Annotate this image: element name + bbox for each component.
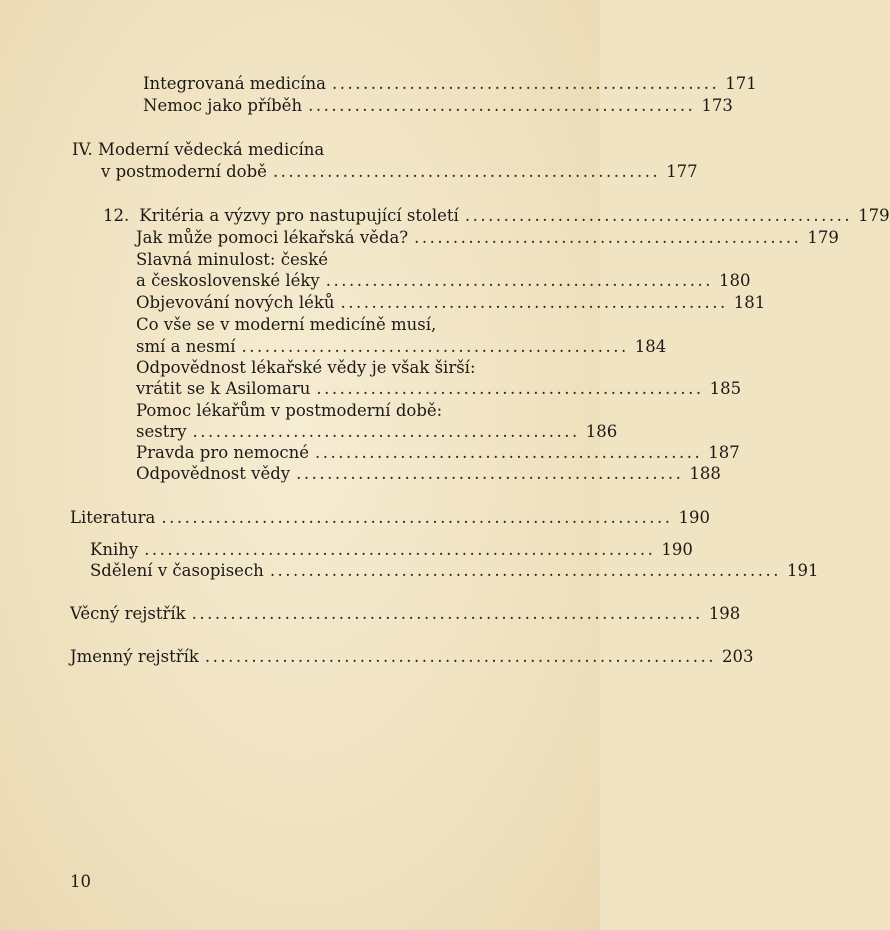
leader-dots: .................................................. bbox=[315, 443, 703, 462]
toc-entry-title: Kritéria a výzvy pro nastupující století bbox=[139, 206, 459, 225]
toc-entry-title: Knihy bbox=[90, 540, 139, 559]
toc-entry bbox=[90, 539, 693, 561]
toc-entry-title: Nemoc jako příběh bbox=[143, 96, 303, 115]
toc-entry-page: 181 bbox=[733, 293, 766, 312]
leader-dots: .................................................................. bbox=[191, 604, 703, 623]
toc-entry-page: 188 bbox=[689, 464, 721, 483]
toc-entry bbox=[136, 336, 667, 358]
toc-entry-page: 186 bbox=[585, 422, 618, 441]
toc-entry-page: 179 bbox=[858, 206, 890, 225]
leader-dots: .................................................. bbox=[192, 422, 580, 441]
toc-entry-title: Co vše se v moderní medicíně musí, bbox=[136, 315, 437, 334]
toc-entry-title-cont: vrátit se k Asilomaru bbox=[136, 379, 311, 398]
toc-entry-title: Jmenný rejstřík bbox=[70, 647, 199, 666]
toc-entry-title: Věcný rejstřík bbox=[70, 604, 186, 623]
toc-entry bbox=[136, 442, 740, 464]
leader-dots: .................................................................. bbox=[204, 647, 717, 666]
toc-entry-page: 190 bbox=[678, 508, 711, 527]
toc-chapter-entry bbox=[103, 205, 890, 227]
toc-entry-title: Objevování nových léků bbox=[136, 293, 335, 312]
toc-entry-title: Pravda pro nemocné bbox=[136, 443, 310, 462]
toc-entry-page: 190 bbox=[661, 540, 693, 559]
toc-entry bbox=[136, 227, 839, 249]
toc-entry-title: Odpovědnost vědy bbox=[136, 464, 291, 483]
leader-dots: .................................................. bbox=[308, 96, 696, 115]
leader-dots: .................................................. bbox=[414, 228, 802, 247]
leader-dots: .................................................................. bbox=[144, 540, 656, 559]
toc-entry bbox=[70, 646, 754, 668]
toc-entry-title: Pomoc lékařům v postmoderní době: bbox=[136, 401, 443, 420]
leader-dots: .................................................. bbox=[332, 74, 720, 93]
leader-dots: .................................................. bbox=[325, 271, 713, 290]
toc-entry-page: 198 bbox=[708, 604, 741, 623]
leader-dots: .................................................. bbox=[316, 379, 704, 398]
toc-entry bbox=[136, 270, 751, 292]
leader-dots: .................................................................. bbox=[269, 561, 781, 580]
toc-entry bbox=[143, 95, 733, 117]
toc-entry bbox=[136, 421, 618, 443]
leader-dots: .................................................. bbox=[340, 293, 728, 312]
toc-entry bbox=[143, 73, 757, 95]
toc-entry-title-cont: sestry bbox=[136, 422, 187, 441]
toc-part-number: IV. bbox=[72, 140, 93, 159]
toc-entry-page: 179 bbox=[807, 228, 839, 247]
toc-entry-title: Moderní vědecká medicína bbox=[98, 140, 325, 159]
toc-entry-page: 191 bbox=[786, 561, 819, 580]
toc-entry-title: Integrovaná medicína bbox=[143, 74, 327, 93]
toc-entry-title: Sdělení v časopisech bbox=[90, 561, 264, 580]
toc-entry-title: Odpovědnost lékařské vědy je však širší: bbox=[136, 358, 476, 377]
toc-entry-title: Jak může pomoci lékařská věda? bbox=[136, 228, 409, 247]
page-number: 10 bbox=[70, 872, 91, 891]
toc-entry-title: Literatura bbox=[70, 508, 156, 527]
toc-part-heading bbox=[72, 139, 324, 161]
toc-entry-page: 171 bbox=[725, 74, 757, 93]
toc-entry bbox=[136, 292, 766, 314]
leader-dots: .................................................. bbox=[296, 464, 684, 483]
toc-entry-page: 185 bbox=[709, 379, 742, 398]
toc-entry bbox=[101, 161, 698, 183]
toc-entry-page: 203 bbox=[722, 647, 754, 666]
leader-dots: .................................................. bbox=[272, 162, 661, 181]
toc-entry-page: 180 bbox=[718, 271, 751, 290]
toc-entry-title-cont: a československé léky bbox=[136, 271, 320, 290]
leader-dots: .................................................. bbox=[241, 337, 629, 356]
toc-entry-page: 184 bbox=[634, 337, 667, 356]
leader-dots: .................................................................. bbox=[161, 508, 673, 527]
toc-entry-title-cont: smí a nesmí bbox=[136, 337, 236, 356]
toc-entry bbox=[70, 603, 741, 625]
toc-entry-title-cont: v postmoderní době bbox=[101, 162, 267, 181]
leader-dots: .................................................. bbox=[464, 206, 853, 225]
toc-entry-title: Slavná minulost: české bbox=[136, 250, 328, 269]
toc-entry-page: 173 bbox=[701, 96, 733, 115]
toc-entry bbox=[90, 560, 819, 582]
toc-chapter-number: 12. bbox=[103, 206, 130, 225]
toc-entry bbox=[70, 507, 711, 529]
toc-entry-page: 177 bbox=[666, 162, 698, 181]
toc-entry bbox=[136, 463, 721, 485]
toc-entry bbox=[136, 378, 742, 400]
toc-entry-page: 187 bbox=[708, 443, 740, 462]
